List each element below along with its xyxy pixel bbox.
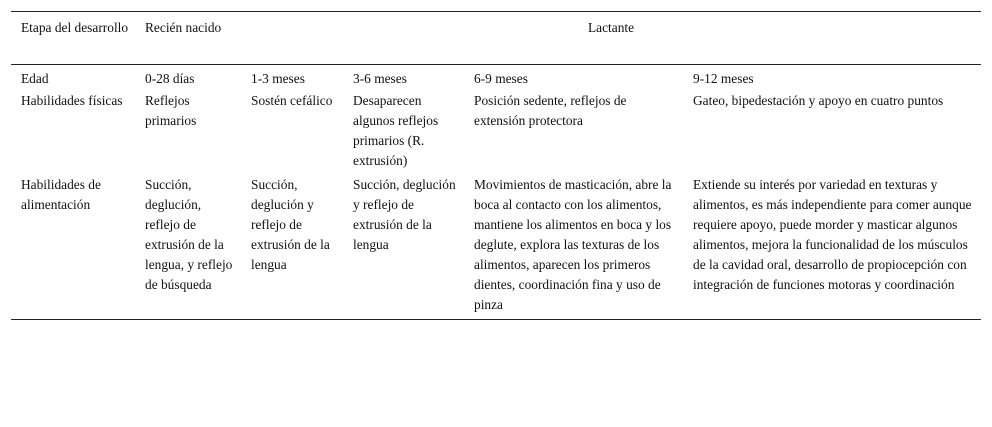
table-cell: 6-9 meses — [474, 71, 528, 86]
row-label: Habilidades de alimentación — [21, 177, 101, 212]
table-header-row — [11, 12, 981, 65]
table-cell: Desaparecen algunos reflejos primarios (R. extrusión) — [353, 93, 439, 168]
table-cell: Extiende su interés por variedad en texturas y alimentos, es más independiente para comer aunque requiere apoyo, puede morder y masticar algunos alimentos, mejora la funcionalidad de los músculos de la cavidad oral, desarrollo de propiocepción con integración de funciones motoras y coordinación — [693, 177, 972, 292]
table-cell: 9-12 meses — [693, 71, 754, 86]
table-cell: Reflejos primarios — [145, 93, 197, 128]
header-newborn: Recién nacido — [145, 20, 222, 35]
header-infant: Lactante — [587, 20, 635, 35]
table-cell: Succión, deglución y reflejo de extrusión de la lengua — [353, 177, 456, 252]
table-row-feeding-skills — [11, 171, 981, 320]
table-row-age — [11, 65, 981, 90]
header-stage: Etapa del desarrollo — [21, 20, 129, 35]
table-cell: Posición sedente, reflejos de extensión protectora — [474, 93, 627, 128]
development-stages-table — [11, 11, 981, 320]
table-cell: Movimientos de masticación, abre la boca al contacto con los alimentos, mantiene los alimentos en boca y los deglute, explora las texturas de los alimentos, aparecen los primeros dientes, coordinación fina y uso de pinza — [474, 177, 672, 312]
table-cell: Succión, deglución, reflejo de extrusión de la lengua, y reflejo de búsqueda — [145, 177, 233, 292]
development-table-container — [11, 11, 981, 320]
table-cell: 0-28 días — [145, 71, 195, 86]
table-cell: Sostén cefálico — [251, 93, 333, 108]
row-label: Edad — [21, 71, 49, 86]
table-cell: Succión, deglución y reflejo de extrusión de la lengua — [251, 177, 330, 272]
row-label: Habilidades físicas — [21, 93, 123, 108]
table-cell: 3-6 meses — [353, 71, 407, 86]
table-row-physical-skills — [11, 89, 981, 171]
table-cell: Gateo, bipedestación y apoyo en cuatro puntos — [693, 93, 944, 108]
table-cell: 1-3 meses — [251, 71, 305, 86]
